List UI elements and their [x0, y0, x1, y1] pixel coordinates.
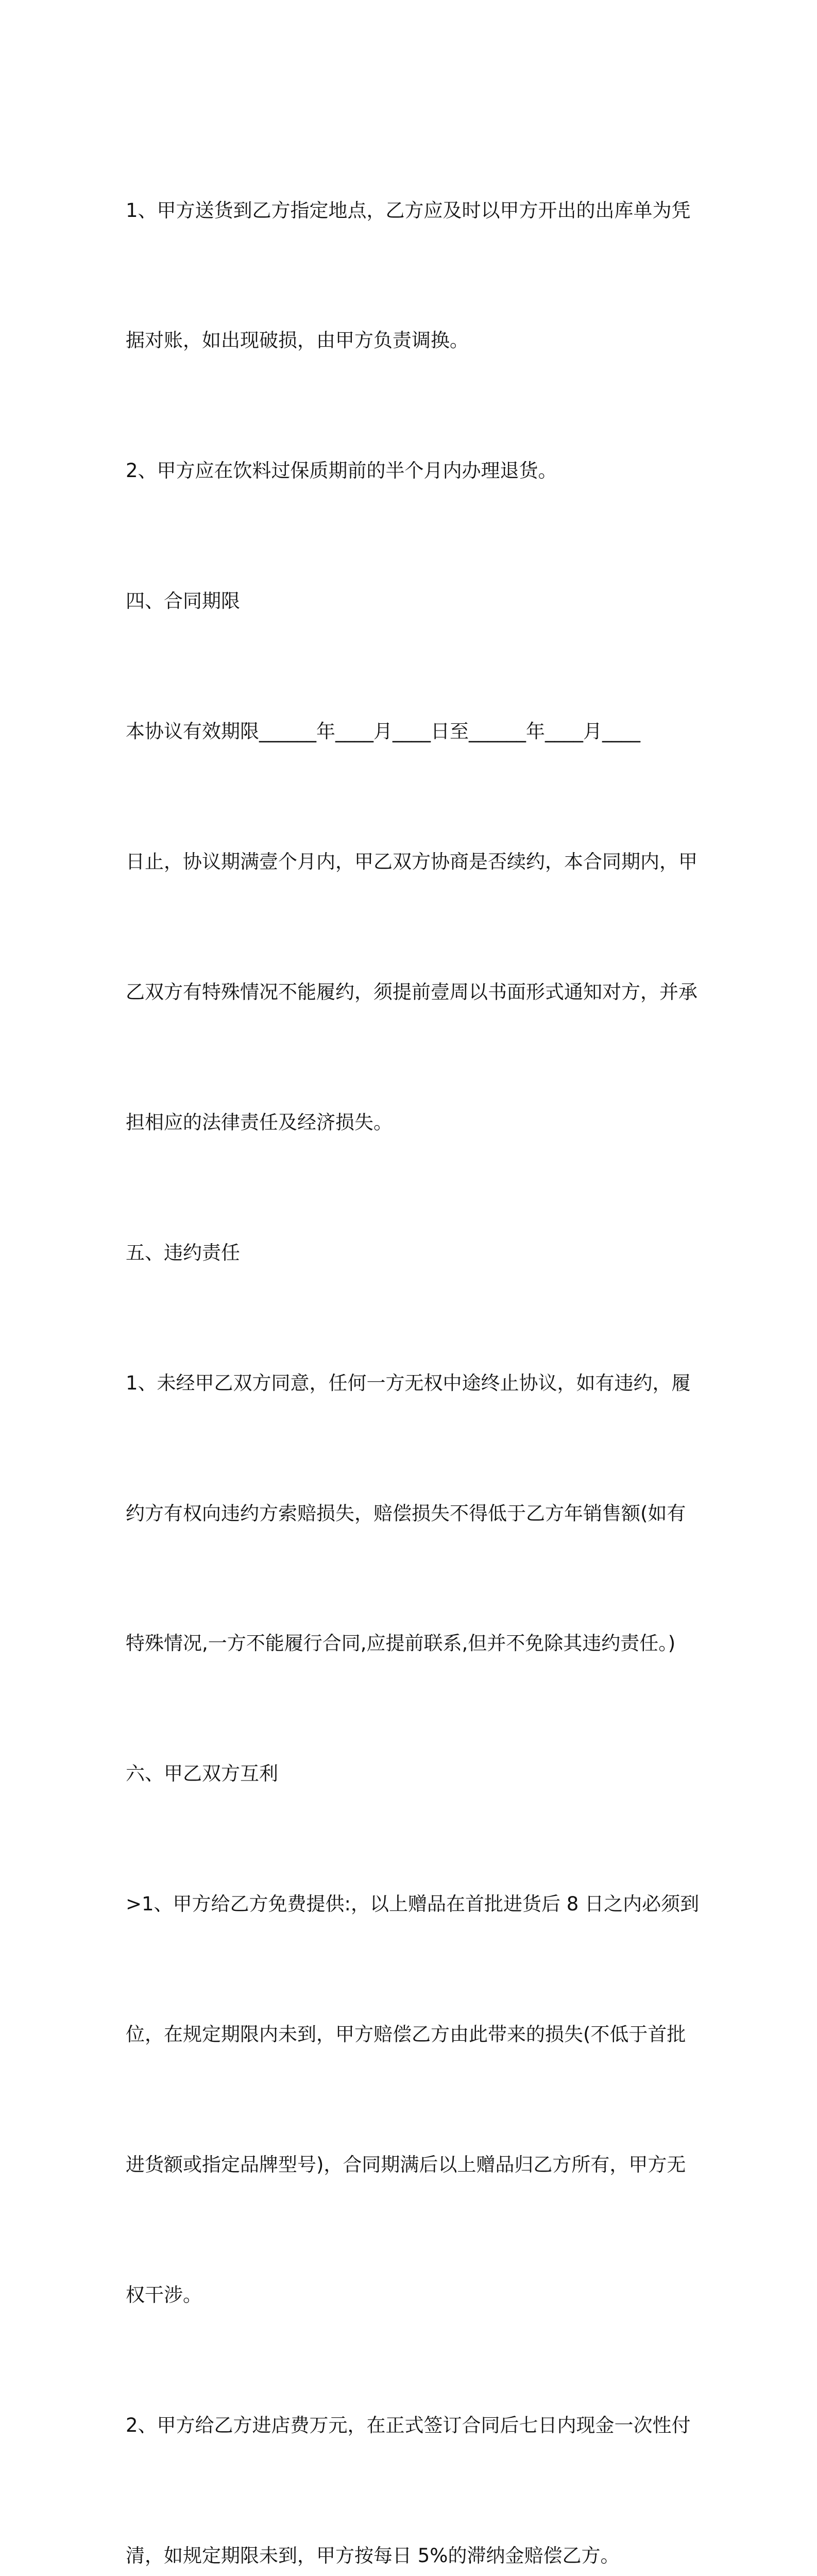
- section-heading-term: 四、合同期限: [126, 590, 240, 613]
- text-line: 进货额或指定品牌型号)，合同期满后以上赠品归乙方所有，甲方无: [126, 2153, 686, 2176]
- text-line: 2、甲方给乙方进店费万元，在正式签订合同后七日内现金一次性付: [126, 2414, 691, 2436]
- section-heading-mutual-benefit: 六、甲乙双方互利: [126, 1762, 278, 1785]
- text-line: 担相应的法律责任及经济损失。: [126, 1111, 393, 1133]
- text-line: 权干涉。: [126, 2283, 202, 2306]
- text-line: 特殊情况,一方不能履行合同,应提前联系,但并不免除其违约责任。): [126, 1632, 676, 1655]
- text-line: 2、甲方应在饮料过保质期前的半个月内办理退货。: [126, 460, 557, 482]
- term-date-fill-line: 本协议有效期限______年____月____日至______年____月____: [126, 720, 640, 743]
- text-line: 约方有权向违约方索赔损失，赔偿损失不得低于乙方年销售额(如有: [126, 1502, 686, 1524]
- text-line: 清，如规定期限未到，甲方按每日 5%的滞纳金赔偿乙方。: [126, 2544, 620, 2567]
- text-line: 乙双方有特殊情况不能履约，须提前壹周以书面形式通知对方，并承: [126, 980, 697, 1003]
- text-line: >1、甲方给乙方免费提供:，以上赠品在首批进货后 8 日之内必须到: [126, 1893, 700, 1916]
- text-line: 据对账，如出现破损，由甲方负责调换。: [126, 329, 469, 352]
- text-line: 日止，协议期满壹个月内，甲乙双方协商是否续约，本合同期内，甲: [126, 851, 697, 873]
- text-line: 位，在规定期限内未到，甲方赔偿乙方由此带来的损失(不低于首批: [126, 2023, 686, 2046]
- text-line: 1、甲方送货到乙方指定地点，乙方应及时以甲方开出的出库单为凭: [126, 199, 691, 222]
- text-line: 1、未经甲乙双方同意，任何一方无权中途终止协议，如有违约，履: [126, 1371, 691, 1394]
- contract-body-text: [126, 102, 708, 2576]
- section-heading-liability: 五、违约责任: [126, 1241, 240, 1264]
